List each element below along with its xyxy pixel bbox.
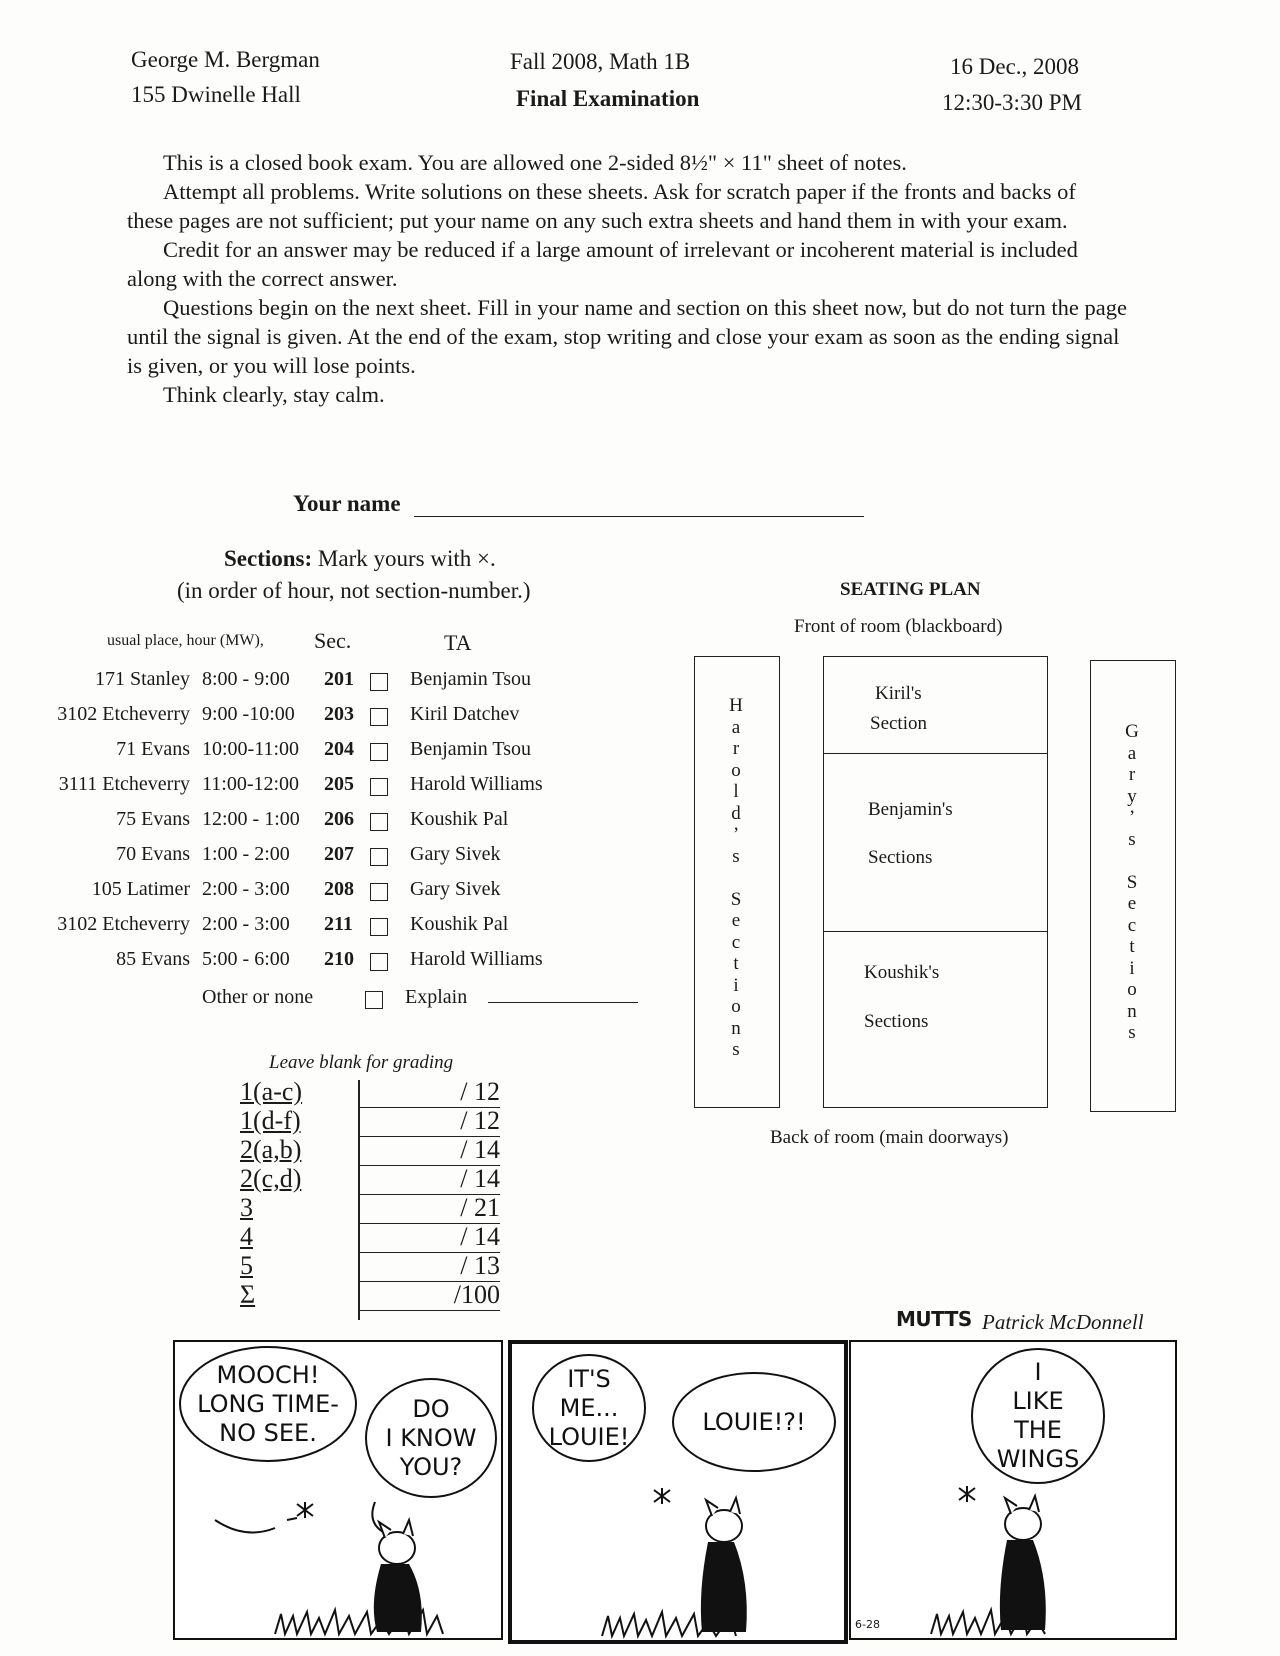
section-place: 71 Evans <box>116 738 190 760</box>
section-row <box>0 913 660 947</box>
grading-row <box>240 1193 500 1225</box>
section-ta: Koushik Pal <box>410 808 509 830</box>
harold-sections-label <box>721 695 751 1061</box>
grading-row <box>240 1251 500 1283</box>
grading-points[interactable]: / 14 <box>360 1164 500 1195</box>
section-ta: Gary Sivek <box>410 843 501 865</box>
vertical-letter: d <box>731 802 741 824</box>
grading-row <box>240 1164 500 1196</box>
vertical-letter: r <box>732 738 740 759</box>
col-sec: Sec. <box>314 628 352 653</box>
instructions <box>127 148 1127 409</box>
vertical-letter: s <box>732 1039 740 1060</box>
section-hour: 8:00 - 9:00 <box>202 668 290 690</box>
section-checkbox[interactable] <box>370 883 388 901</box>
grading-points[interactable]: / 13 <box>360 1251 500 1282</box>
section-ta: Koushik Pal <box>410 913 509 935</box>
course-info: Fall 2008, Math 1B <box>510 49 691 74</box>
grading-row <box>240 1222 500 1254</box>
grading-caption: Leave blank for grading <box>269 1052 454 1073</box>
section-row <box>0 738 660 772</box>
office-location: 155 Dwinelle Hall <box>131 82 301 107</box>
center-sections-box <box>823 656 1048 1108</box>
section-hour: 2:00 - 3:00 <box>202 878 290 900</box>
vertical-letter: i <box>733 974 739 996</box>
bubble-text: I LIKE THE WINGS <box>996 1358 1080 1473</box>
name-label: Your name <box>293 491 401 516</box>
koushik-label-2: Sections <box>864 1011 929 1032</box>
instruction-4: Questions begin on the next sheet. Fill in your name and section on this sheet now, but do not turn the page until the signal is given. At the end of the exam, stop writing and close your exam as soon as the ending signal is given, or you will lose points. <box>127 295 1128 378</box>
sections-title <box>224 546 496 572</box>
vertical-letter: S <box>1126 871 1138 893</box>
vertical-letter: G <box>1125 721 1139 742</box>
section-row <box>0 668 660 702</box>
gary-sections-box <box>1090 660 1176 1112</box>
section-number: 207 <box>324 843 354 865</box>
vertical-letter <box>721 867 751 889</box>
section-row <box>0 808 660 842</box>
vertical-letter: ’ <box>732 824 740 845</box>
comic-panel-2 <box>508 1340 848 1644</box>
section-ta: Harold Williams <box>410 948 543 970</box>
col-place-hour: usual place, hour (MW), <box>107 632 264 649</box>
bubble-text: IT'S ME... LOUIE! <box>548 1364 630 1451</box>
grading-problem: 4 <box>240 1222 253 1251</box>
grading-problem: 2(a,b) <box>240 1135 302 1164</box>
exam-time: 12:30-3:30 PM <box>942 90 1082 115</box>
section-number: 206 <box>324 808 354 830</box>
vertical-letter: r <box>1128 764 1136 785</box>
instruction-1: This is a closed book exam. You are allowed one 2-sided 8½" × 11" sheet of notes. <box>163 150 907 175</box>
other-label: Other or none <box>202 986 314 1008</box>
sections-title-rest: Mark yours with ×. <box>312 546 496 571</box>
grading-points[interactable]: / 14 <box>360 1135 500 1166</box>
comic-panel-3 <box>849 1340 1177 1640</box>
grading-row <box>240 1106 500 1138</box>
seating-back: Back of room (main doorways) <box>770 1127 1009 1148</box>
vertical-letter: o <box>1127 979 1137 1000</box>
section-number: 201 <box>324 668 354 690</box>
benjamin-label-1: Benjamin's <box>868 799 953 820</box>
grading-points[interactable]: / 12 <box>360 1106 500 1137</box>
section-ta: Benjamin Tsou <box>410 668 532 690</box>
section-ta: Harold Williams <box>410 773 543 795</box>
section-ta: Gary Sivek <box>410 878 501 900</box>
cat-illustration <box>175 1342 501 1638</box>
section-place: 85 Evans <box>116 948 190 970</box>
vertical-letter: ’ <box>1128 807 1136 828</box>
exam-date: 16 Dec., 2008 <box>950 54 1080 79</box>
section-hour: 1:00 - 2:00 <box>202 843 290 865</box>
section-checkbox-other[interactable] <box>365 991 383 1009</box>
cat-illustration <box>512 1344 844 1640</box>
vertical-letter: t <box>733 953 739 974</box>
sections-title-bold: Sections: <box>224 546 313 571</box>
grading-points[interactable]: / 21 <box>360 1193 500 1224</box>
gary-sections-label <box>1117 721 1147 1044</box>
grading-points[interactable]: / 14 <box>360 1222 500 1253</box>
section-checkbox[interactable] <box>370 708 388 726</box>
vertical-letter: c <box>731 931 741 953</box>
name-input-line[interactable] <box>414 486 864 517</box>
section-hour: 11:00-12:00 <box>202 773 300 795</box>
vertical-letter: t <box>1129 936 1135 957</box>
section-place: 171 Stanley <box>95 668 190 690</box>
author-name: George M. Bergman <box>131 47 320 72</box>
section-number: 208 <box>324 878 354 900</box>
cat-illustration <box>851 1342 1175 1638</box>
vertical-letter: H <box>729 695 743 716</box>
grading-problem: 1(d-f) <box>240 1106 301 1135</box>
section-place: 3111 Etcheverry <box>58 773 190 795</box>
grading-divider <box>358 1080 360 1320</box>
section-place: 75 Evans <box>116 808 190 830</box>
section-number: 210 <box>324 948 354 970</box>
explain-label: Explain <box>405 986 468 1008</box>
section-number: 211 <box>324 913 353 935</box>
vertical-letter: S <box>730 888 742 910</box>
harold-sections-box <box>694 656 780 1108</box>
section-row <box>0 773 660 807</box>
section-hour: 5:00 - 6:00 <box>202 948 290 970</box>
col-ta: TA <box>444 630 472 655</box>
vertical-letter: s <box>732 845 740 867</box>
vertical-letter: n <box>731 1017 741 1039</box>
benjamin-label-2: Sections <box>868 847 933 868</box>
grading-table <box>240 1077 500 1312</box>
section-checkbox[interactable] <box>370 673 388 691</box>
grading-row <box>240 1280 500 1312</box>
section-place: 3102 Etcheverry <box>57 913 190 935</box>
section-row-other <box>0 986 660 1020</box>
section-checkbox[interactable] <box>370 813 388 831</box>
grading-problem: 2(c,d) <box>240 1164 302 1193</box>
kiril-label-2: Section <box>870 713 927 734</box>
vertical-letter: i <box>1129 957 1135 979</box>
instruction-5: Think clearly, stay calm. <box>163 382 385 407</box>
name-field <box>293 486 864 517</box>
section-number: 204 <box>324 738 354 760</box>
comic-panel-1 <box>173 1340 503 1640</box>
bubble-text: MOOCH! LONG TIME- NO SEE. <box>197 1360 339 1447</box>
section-place: 3102 Etcheverry <box>57 703 190 725</box>
comic-date-code: 6-28 <box>855 1618 880 1631</box>
section-hour: 2:00 - 3:00 <box>202 913 290 935</box>
vertical-letter: a <box>1127 742 1137 764</box>
koushik-label-1: Koushik's <box>864 962 940 983</box>
bubble-text: DO I KNOW YOU? <box>385 1394 477 1481</box>
instruction-3: Credit for an answer may be reduced if a large amount of irrelevant or incoherent material is included along with the correct answer. <box>127 237 1078 291</box>
section-hour: 9:00 -10:00 <box>202 703 295 725</box>
comic-author: Patrick McDonnell <box>982 1310 1144 1334</box>
vertical-letter: o <box>731 759 741 781</box>
grading-problem: 3 <box>240 1193 253 1222</box>
vertical-letter: s <box>1128 828 1136 850</box>
exam-title: Final Examination <box>516 86 700 111</box>
grading-points[interactable]: /100 <box>360 1280 500 1311</box>
section-checkbox[interactable] <box>370 848 388 866</box>
grading-problem: Σ <box>240 1280 256 1309</box>
vertical-letter: a <box>731 716 741 738</box>
section-checkbox[interactable] <box>370 743 388 761</box>
section-checkbox[interactable] <box>370 918 388 936</box>
sections-subtitle: (in order of hour, not section-number.) <box>177 578 531 603</box>
section-hour: 10:00-11:00 <box>202 738 300 760</box>
section-ta: Benjamin Tsou <box>410 738 532 760</box>
grading-points[interactable]: / 12 <box>360 1077 500 1108</box>
vertical-letter: o <box>731 996 741 1017</box>
section-ta: Kiril Datchev <box>410 703 520 725</box>
vertical-letter: y <box>1127 785 1137 807</box>
vertical-letter: s <box>1128 1022 1136 1043</box>
comic-title: MUTTS <box>896 1307 972 1331</box>
grading-problem: 1(a-c) <box>240 1077 303 1106</box>
vertical-letter <box>1117 850 1147 872</box>
section-place: 70 Evans <box>116 843 190 865</box>
grading-row <box>240 1135 500 1167</box>
vertical-letter: l <box>733 781 739 802</box>
section-row <box>0 878 660 912</box>
section-row <box>0 703 660 737</box>
kiril-label-1: Kiril's <box>875 683 922 704</box>
section-row <box>0 843 660 877</box>
section-hour: 12:00 - 1:00 <box>202 808 300 830</box>
section-checkbox[interactable] <box>370 953 388 971</box>
vertical-letter: e <box>1127 893 1137 914</box>
seating-title: SEATING PLAN <box>840 579 981 600</box>
section-number: 205 <box>324 773 354 795</box>
section-number: 203 <box>324 703 354 725</box>
grading-problem: 5 <box>240 1251 253 1280</box>
section-place: 105 Latimer <box>91 878 190 900</box>
vertical-letter: c <box>1127 914 1137 936</box>
vertical-letter: n <box>1127 1000 1137 1022</box>
grading-row <box>240 1077 500 1109</box>
seating-front: Front of room (blackboard) <box>794 616 1003 637</box>
bubble-text: LOUIE!?! <box>702 1407 806 1436</box>
section-row <box>0 948 660 982</box>
section-checkbox[interactable] <box>370 778 388 796</box>
explain-input-line[interactable] <box>488 1002 638 1003</box>
vertical-letter: e <box>731 910 741 931</box>
instruction-2: Attempt all problems. Write solutions on these sheets. Ask for scratch paper if the fronts and backs of these pages are not sufficient; put your name on any such extra sheets and hand them in with your exam. <box>127 179 1076 233</box>
